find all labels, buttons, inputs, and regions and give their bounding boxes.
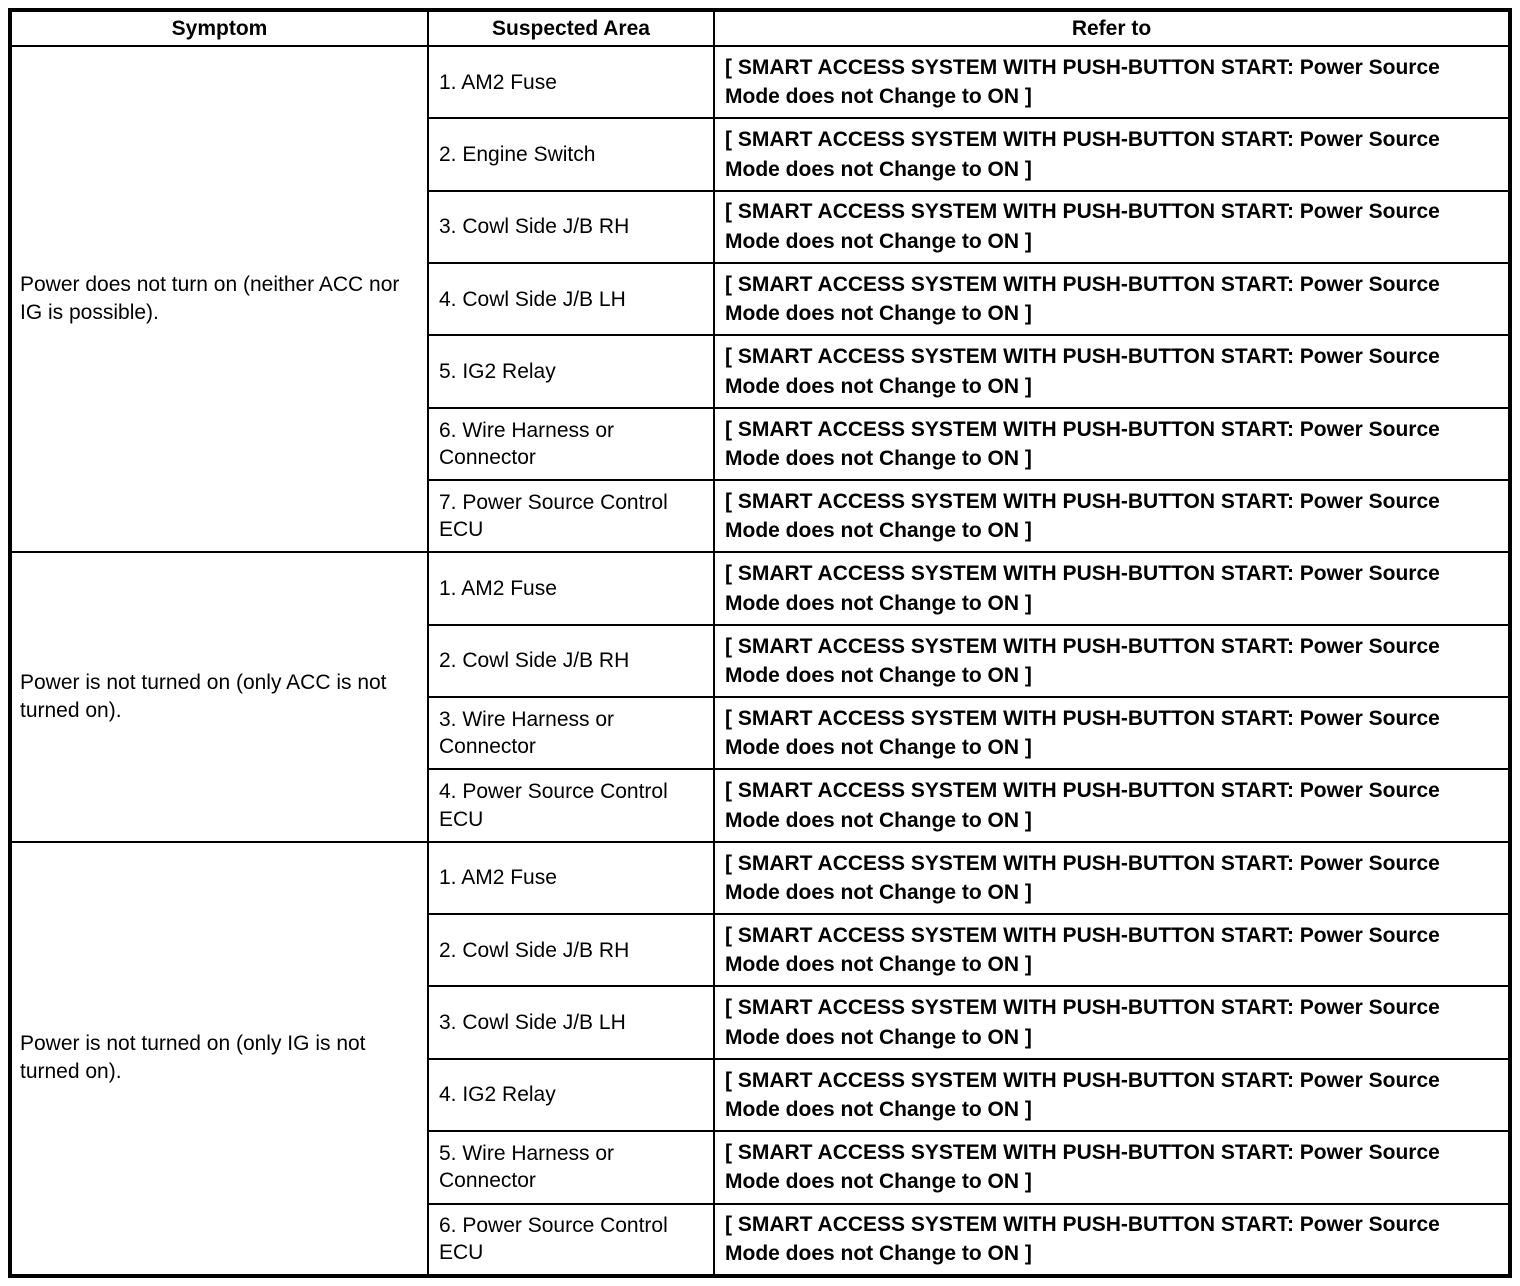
header-row: [10, 10, 1510, 46]
refer-to-cell: [ SMART ACCESS SYSTEM WITH PUSH-BUTTON START: Power Source Mode does not Change to ON ]: [714, 46, 1510, 118]
suspected-area-cell: 4. Power Source Control ECU: [428, 769, 714, 841]
refer-to-cell: [ SMART ACCESS SYSTEM WITH PUSH-BUTTON START: Power Source Mode does not Change to ON ]: [714, 1059, 1510, 1131]
refer-to-cell: [ SMART ACCESS SYSTEM WITH PUSH-BUTTON START: Power Source Mode does not Change to ON ]: [714, 625, 1510, 697]
header-symptom: Symptom: [10, 10, 428, 46]
refer-to-cell: [ SMART ACCESS SYSTEM WITH PUSH-BUTTON START: Power Source Mode does not Change to ON ]: [714, 1131, 1510, 1203]
suspected-area-cell: 1. AM2 Fuse: [428, 552, 714, 624]
suspected-area-cell: 6. Wire Harness or Connector: [428, 408, 714, 480]
symptom-table: [8, 8, 1512, 1278]
refer-to-cell: [ SMART ACCESS SYSTEM WITH PUSH-BUTTON START: Power Source Mode does not Change to ON ]: [714, 480, 1510, 552]
suspected-area-cell: 2. Cowl Side J/B RH: [428, 625, 714, 697]
refer-to-cell: [ SMART ACCESS SYSTEM WITH PUSH-BUTTON START: Power Source Mode does not Change to ON ]: [714, 914, 1510, 986]
refer-to-cell: [ SMART ACCESS SYSTEM WITH PUSH-BUTTON START: Power Source Mode does not Change to ON ]: [714, 769, 1510, 841]
header-refer-to: Refer to: [714, 10, 1510, 46]
suspected-area-cell: 1. AM2 Fuse: [428, 842, 714, 914]
refer-to-cell: [ SMART ACCESS SYSTEM WITH PUSH-BUTTON START: Power Source Mode does not Change to ON ]: [714, 191, 1510, 263]
symptom-cell: Power does not turn on (neither ACC nor IG is possible).: [10, 46, 428, 552]
refer-to-cell: [ SMART ACCESS SYSTEM WITH PUSH-BUTTON START: Power Source Mode does not Change to ON ]: [714, 842, 1510, 914]
refer-to-cell: [ SMART ACCESS SYSTEM WITH PUSH-BUTTON START: Power Source Mode does not Change to ON ]: [714, 986, 1510, 1058]
suspected-area-cell: 4. IG2 Relay: [428, 1059, 714, 1131]
symptom-cell: Power is not turned on (only IG is not turned on).: [10, 842, 428, 1276]
refer-to-cell: [ SMART ACCESS SYSTEM WITH PUSH-BUTTON START: Power Source Mode does not Change to ON ]: [714, 408, 1510, 480]
suspected-area-cell: 3. Cowl Side J/B LH: [428, 986, 714, 1058]
suspected-area-cell: 2. Engine Switch: [428, 118, 714, 190]
refer-to-cell: [ SMART ACCESS SYSTEM WITH PUSH-BUTTON START: Power Source Mode does not Change to ON ]: [714, 697, 1510, 769]
table-row: [10, 842, 1510, 914]
refer-to-cell: [ SMART ACCESS SYSTEM WITH PUSH-BUTTON START: Power Source Mode does not Change to ON ]: [714, 118, 1510, 190]
table-row: [10, 552, 1510, 624]
table-body: [10, 46, 1510, 1276]
suspected-area-cell: 5. Wire Harness or Connector: [428, 1131, 714, 1203]
refer-to-cell: [ SMART ACCESS SYSTEM WITH PUSH-BUTTON START: Power Source Mode does not Change to ON ]: [714, 335, 1510, 407]
suspected-area-cell: 1. AM2 Fuse: [428, 46, 714, 118]
symptom-cell: Power is not turned on (only ACC is not turned on).: [10, 552, 428, 841]
refer-to-cell: [ SMART ACCESS SYSTEM WITH PUSH-BUTTON START: Power Source Mode does not Change to ON ]: [714, 263, 1510, 335]
suspected-area-cell: 6. Power Source Control ECU: [428, 1204, 714, 1277]
suspected-area-cell: 4. Cowl Side J/B LH: [428, 263, 714, 335]
table-row: [10, 46, 1510, 118]
suspected-area-cell: 3. Wire Harness or Connector: [428, 697, 714, 769]
refer-to-cell: [ SMART ACCESS SYSTEM WITH PUSH-BUTTON START: Power Source Mode does not Change to ON ]: [714, 552, 1510, 624]
suspected-area-cell: 3. Cowl Side J/B RH: [428, 191, 714, 263]
suspected-area-cell: 2. Cowl Side J/B RH: [428, 914, 714, 986]
header-suspected-area: Suspected Area: [428, 10, 714, 46]
refer-to-cell: [ SMART ACCESS SYSTEM WITH PUSH-BUTTON START: Power Source Mode does not Change to ON ]: [714, 1204, 1510, 1277]
suspected-area-cell: 5. IG2 Relay: [428, 335, 714, 407]
suspected-area-cell: 7. Power Source Control ECU: [428, 480, 714, 552]
